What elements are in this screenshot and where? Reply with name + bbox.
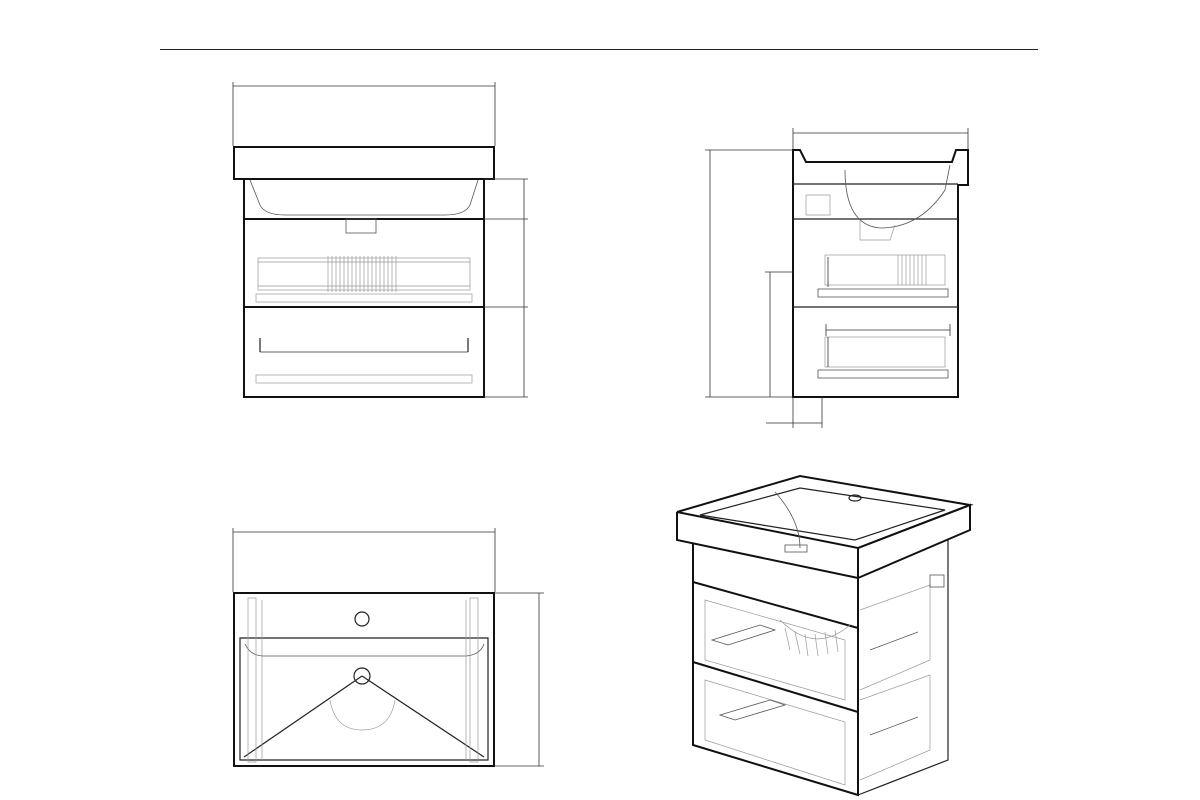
isometric-view xyxy=(677,476,970,795)
side-view xyxy=(705,128,968,428)
top-view xyxy=(233,528,544,766)
front-view xyxy=(233,82,528,397)
